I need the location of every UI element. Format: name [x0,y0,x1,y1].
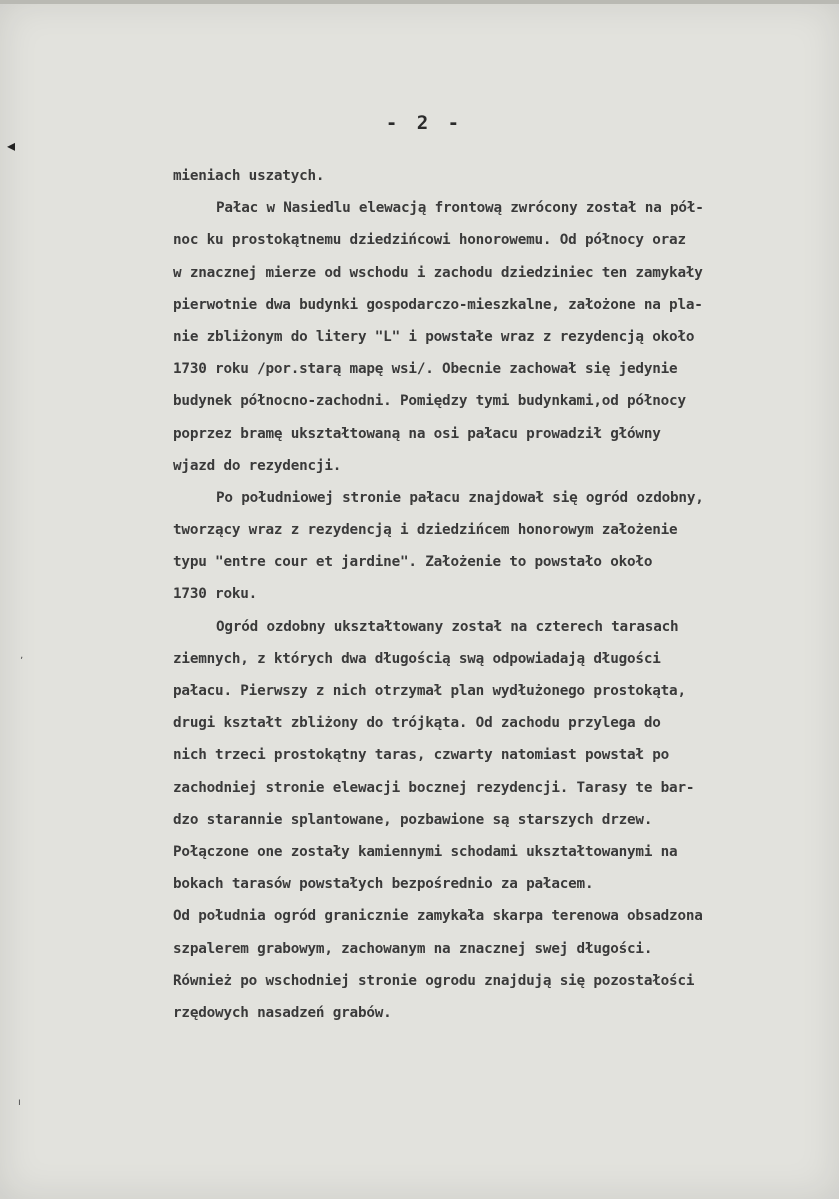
text-line: Po południowej stronie pałacu znajdował się ogród ozdobny, [216,489,704,506]
text-line: pałacu. Pierwszy z nich otrzymał plan wydłużonego prostokąta, [173,683,686,699]
text-line: Również po wschodniej stronie ogrodu znajdują się pozostałości [173,972,695,989]
text-line: budynek północno-zachodni. Pomiędzy tymi budynkami,od północy [173,393,686,410]
text-line: Połączone one zostały kamiennymi schodami ukształtowanymi na [173,843,678,860]
page-number: - 2 - [385,112,464,134]
page-top-edge [0,0,839,4]
text-line: nich trzeci prostokątny taras, czwarty natomiast powstał po [173,747,670,764]
text-line: w znacznej mierze od wschodu i zachodu dziedziniec ten zamykały [173,264,703,281]
text-line: rzędowych nasadzeń grabów. [173,1004,392,1021]
text-line: tworzący wraz z rezydencją i dziedzińcem honorowym założenie [173,522,678,539]
text-line: wjazd do rezydencji. [173,457,342,474]
text-line: pierwotnie dwa budynki gospodarczo-mieszkalne, założone na pla- [173,296,703,313]
text-line: typu "entre cour et jardine". Założenie to powstało około [173,554,653,571]
text-line: ziemnych, z których dwa długością swą odpowiadają długości [173,650,661,667]
margin-mark-top: ◂ [7,136,16,155]
text-line: 1730 roku. [173,586,258,603]
text-line: zachodniej stronie elewacji bocznej rezydencji. Tarasy te bar- [173,779,695,796]
text-line: drugi kształt zbliżony do trójkąta. Od zachodu przylega do [173,715,661,732]
text-line: 1730 roku /por.starą mapę wsi/. Obecnie zachował się jedynie [173,361,678,378]
text-line: Pałac w Nasiedlu elewacją frontową zwrócony został na pół- [216,200,704,217]
text-line: mieniach uszatych. [173,168,325,184]
text-line: nie zbliżonym do litery "L" i powstałe wraz z rezydencją około [173,328,695,345]
text-line: poprzez bramę ukształtowaną na osi pałacu prowadził główny [173,425,661,442]
text-line: szpalerem grabowym, zachowanym na znacznej swej długości. [173,940,653,957]
text-line: dzo starannie splantowane, pozbawione są starszych drzew. [173,811,653,828]
margin-mark-bottom: ı [18,1097,21,1108]
text-line: noc ku prostokątnemu dziedzińcowi honorowemu. Od północy oraz [173,232,686,249]
text-line: bokach tarasów powstałych bezpośrednio za pałacem. [173,876,594,893]
typewritten-body-text [173,160,823,1029]
text-line: Ogród ozdobny ukształtowany został na czterech tarasach [216,618,679,635]
text-line: Od południa ogród granicznie zamykała skarpa terenowa obsadzona [173,908,703,925]
margin-mark-middle: ʼ [20,656,24,667]
